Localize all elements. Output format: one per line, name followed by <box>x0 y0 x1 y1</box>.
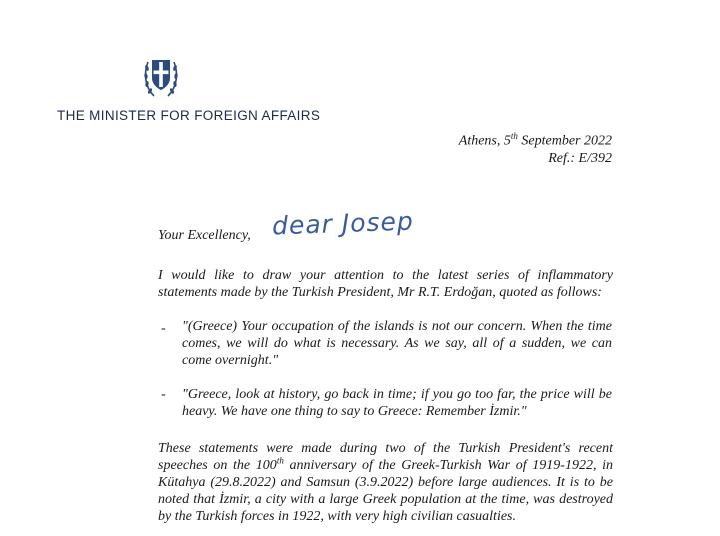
letter-meta <box>459 128 612 167</box>
ministry-title: THE MINISTER FOR FOREIGN AFFAIRS <box>57 108 321 123</box>
bullet-marker: - <box>161 321 166 336</box>
intro-paragraph: I would like to draw your attention to the latest series of inflammatory statements made by the Turkish President, Mr R.T. Erdoğan, quoted as follows: <box>158 268 613 300</box>
reference-number: Ref.: E/392 <box>548 150 612 166</box>
bullet-marker: - <box>161 387 166 402</box>
quote-2: "Greece, look at history, go back in time; if you go too far, the price will be heavy. We have one thing to say to Greece: Remember İzmir." <box>182 387 612 419</box>
greek-coat-of-arms-icon <box>142 54 180 102</box>
handwritten-greeting: dear Josep <box>271 206 415 241</box>
closing-paragraph: These statements were made during two of the Turkish President's recent speeches on the 100th anniversary of the Greek-Turkish War of 1919-1922, in Kütahya (29.8.2022) and Samsun (3.9.2022) before large audiences. It is to be noted that İzmir, a city with a large Greek population at the time, was destroyed by the Turkish forces in 1922, with very high civilian casualties. <box>158 441 614 524</box>
place-date: Athens, 5th September 2022 <box>458 131 612 149</box>
quote-1: "(Greece) Your occupation of the islands is not our concern. When the time comes, we will do what is necessary. As we say, all of a sudden, we can come overnight." <box>182 319 612 368</box>
salutation: Your Excellency, <box>158 228 251 243</box>
